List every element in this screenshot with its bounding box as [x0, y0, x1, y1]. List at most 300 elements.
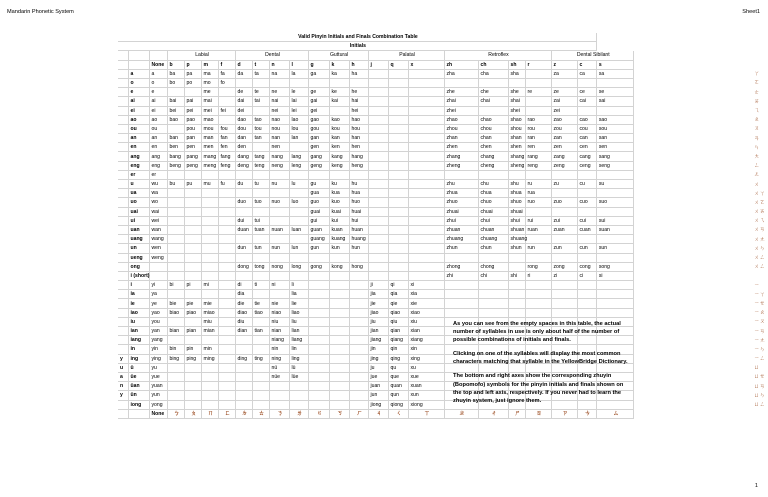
syllable-cell[interactable]: dun: [235, 244, 252, 253]
syllable-cell[interactable]: ju: [368, 363, 388, 372]
syllable-cell[interactable]: hang: [349, 152, 368, 161]
syllable-cell[interactable]: jiong: [368, 400, 388, 409]
syllable-cell[interactable]: huang: [349, 235, 368, 244]
syllable-cell[interactable]: yuan: [149, 382, 167, 391]
syllable-cell[interactable]: xu: [408, 363, 444, 372]
syllable-cell[interactable]: lin: [289, 345, 308, 354]
syllable-cell[interactable]: zei: [551, 106, 577, 115]
syllable-cell[interactable]: heng: [349, 161, 368, 170]
syllable-cell[interactable]: yong: [149, 400, 167, 409]
syllable-cell[interactable]: duan: [235, 225, 252, 234]
syllable-cell[interactable]: pen: [184, 143, 201, 152]
syllable-cell[interactable]: er: [149, 170, 167, 179]
syllable-cell[interactable]: run: [525, 244, 551, 253]
syllable-cell[interactable]: kuan: [329, 225, 349, 234]
syllable-cell[interactable]: an: [149, 134, 167, 143]
syllable-cell[interactable]: ceng: [577, 161, 596, 170]
syllable-cell[interactable]: shou: [508, 124, 525, 133]
syllable-cell[interactable]: kun: [329, 244, 349, 253]
syllable-cell[interactable]: zhuai: [444, 207, 478, 216]
syllable-cell[interactable]: niu: [269, 317, 289, 326]
syllable-cell[interactable]: you: [149, 317, 167, 326]
syllable-cell[interactable]: ba: [167, 69, 184, 78]
syllable-cell[interactable]: shen: [508, 143, 525, 152]
syllable-cell[interactable]: shao: [508, 115, 525, 124]
syllable-cell[interactable]: shei: [508, 106, 525, 115]
syllable-cell[interactable]: nü: [269, 363, 289, 372]
syllable-cell[interactable]: ta: [252, 69, 269, 78]
syllable-cell[interactable]: ri: [525, 271, 551, 280]
syllable-cell[interactable]: qia: [388, 290, 408, 299]
syllable-cell[interactable]: li: [289, 281, 308, 290]
syllable-cell[interactable]: bei: [167, 106, 184, 115]
syllable-cell[interactable]: sao: [596, 115, 633, 124]
syllable-cell[interactable]: chao: [478, 115, 508, 124]
syllable-cell[interactable]: gu: [308, 180, 329, 189]
syllable-cell[interactable]: niao: [269, 308, 289, 317]
syllable-cell[interactable]: zuo: [551, 198, 577, 207]
syllable-cell[interactable]: man: [201, 134, 218, 143]
syllable-cell[interactable]: chun: [478, 244, 508, 253]
syllable-cell[interactable]: nai: [269, 97, 289, 106]
syllable-cell[interactable]: xuan: [408, 382, 444, 391]
syllable-cell[interactable]: te: [252, 88, 269, 97]
syllable-cell[interactable]: nian: [269, 327, 289, 336]
syllable-cell[interactable]: rui: [525, 216, 551, 225]
syllable-cell[interactable]: zhou: [444, 124, 478, 133]
syllable-cell[interactable]: nin: [269, 345, 289, 354]
syllable-cell[interactable]: me: [201, 88, 218, 97]
syllable-cell[interactable]: beng: [167, 161, 184, 170]
syllable-cell[interactable]: zhun: [444, 244, 478, 253]
syllable-cell[interactable]: zu: [551, 180, 577, 189]
syllable-cell[interactable]: den: [235, 143, 252, 152]
syllable-cell[interactable]: wang: [149, 235, 167, 244]
syllable-cell[interactable]: da: [235, 69, 252, 78]
syllable-cell[interactable]: hou: [349, 124, 368, 133]
syllable-cell[interactable]: bin: [167, 345, 184, 354]
syllable-cell[interactable]: xun: [408, 391, 444, 400]
syllable-cell[interactable]: kua: [329, 189, 349, 198]
syllable-cell[interactable]: jia: [368, 290, 388, 299]
syllable-cell[interactable]: ben: [167, 143, 184, 152]
syllable-cell[interactable]: peng: [184, 161, 201, 170]
syllable-cell[interactable]: pi: [184, 281, 201, 290]
syllable-cell[interactable]: pou: [184, 124, 201, 133]
syllable-cell[interactable]: ji: [368, 281, 388, 290]
syllable-cell[interactable]: zeng: [551, 161, 577, 170]
syllable-cell[interactable]: shua: [508, 189, 525, 198]
syllable-cell[interactable]: yao: [149, 308, 167, 317]
syllable-cell[interactable]: guang: [308, 235, 329, 244]
syllable-cell[interactable]: sang: [596, 152, 633, 161]
syllable-cell[interactable]: lun: [289, 244, 308, 253]
syllable-cell[interactable]: suan: [596, 225, 633, 234]
syllable-cell[interactable]: sen: [596, 143, 633, 152]
syllable-cell[interactable]: qian: [388, 327, 408, 336]
syllable-cell[interactable]: jue: [368, 372, 388, 381]
syllable-cell[interactable]: lao: [289, 115, 308, 124]
syllable-cell[interactable]: ci: [577, 271, 596, 280]
syllable-cell[interactable]: qie: [388, 299, 408, 308]
syllable-cell[interactable]: zhen: [444, 143, 478, 152]
syllable-cell[interactable]: fa: [218, 69, 235, 78]
syllable-cell[interactable]: jian: [368, 327, 388, 336]
syllable-cell[interactable]: cou: [577, 124, 596, 133]
syllable-cell[interactable]: gua: [308, 189, 329, 198]
syllable-cell[interactable]: xin: [408, 345, 444, 354]
syllable-cell[interactable]: ling: [289, 354, 308, 363]
syllable-cell[interactable]: yue: [149, 372, 167, 381]
syllable-cell[interactable]: gan: [308, 134, 329, 143]
syllable-cell[interactable]: zhao: [444, 115, 478, 124]
syllable-cell[interactable]: cheng: [478, 161, 508, 170]
syllable-cell[interactable]: yi: [149, 281, 167, 290]
syllable-cell[interactable]: zhan: [444, 134, 478, 143]
syllable-cell[interactable]: eng: [149, 161, 167, 170]
syllable-cell[interactable]: wai: [149, 207, 167, 216]
syllable-cell[interactable]: lou: [289, 124, 308, 133]
syllable-cell[interactable]: nang: [269, 152, 289, 161]
syllable-cell[interactable]: ken: [329, 143, 349, 152]
syllable-cell[interactable]: di: [235, 281, 252, 290]
syllable-cell[interactable]: ping: [184, 354, 201, 363]
syllable-cell[interactable]: mu: [201, 180, 218, 189]
syllable-cell[interactable]: lie: [289, 299, 308, 308]
syllable-cell[interactable]: sheng: [508, 161, 525, 170]
syllable-cell[interactable]: wen: [149, 244, 167, 253]
syllable-cell[interactable]: tou: [252, 124, 269, 133]
syllable-cell[interactable]: zhui: [444, 216, 478, 225]
syllable-cell[interactable]: zai: [551, 97, 577, 106]
syllable-cell[interactable]: ku: [329, 180, 349, 189]
syllable-cell[interactable]: qing: [388, 354, 408, 363]
syllable-cell[interactable]: zou: [551, 124, 577, 133]
syllable-cell[interactable]: hao: [349, 115, 368, 124]
syllable-cell[interactable]: luan: [289, 225, 308, 234]
syllable-cell[interactable]: qiang: [388, 336, 408, 345]
syllable-cell[interactable]: ran: [525, 134, 551, 143]
syllable-cell[interactable]: xiong: [408, 400, 444, 409]
syllable-cell[interactable]: kai: [329, 97, 349, 106]
syllable-cell[interactable]: xi: [408, 281, 444, 290]
syllable-cell[interactable]: jiang: [368, 336, 388, 345]
syllable-cell[interactable]: diu: [235, 317, 252, 326]
syllable-cell[interactable]: wo: [149, 198, 167, 207]
syllable-cell[interactable]: tiao: [252, 308, 269, 317]
syllable-cell[interactable]: rao: [525, 115, 551, 124]
syllable-cell[interactable]: han: [349, 134, 368, 143]
syllable-cell[interactable]: dao: [235, 115, 252, 124]
syllable-cell[interactable]: liao: [289, 308, 308, 317]
syllable-cell[interactable]: pao: [184, 115, 201, 124]
syllable-cell[interactable]: e: [149, 88, 167, 97]
syllable-cell[interactable]: jing: [368, 354, 388, 363]
syllable-cell[interactable]: chen: [478, 143, 508, 152]
syllable-cell[interactable]: chang: [478, 152, 508, 161]
syllable-cell[interactable]: gun: [308, 244, 329, 253]
syllable-cell[interactable]: rong: [525, 262, 551, 271]
syllable-cell[interactable]: chong: [478, 262, 508, 271]
syllable-cell[interactable]: tuan: [252, 225, 269, 234]
syllable-cell[interactable]: rang: [525, 152, 551, 161]
syllable-cell[interactable]: miao: [201, 308, 218, 317]
syllable-cell[interactable]: shui: [508, 216, 525, 225]
syllable-cell[interactable]: ne: [269, 88, 289, 97]
syllable-cell[interactable]: jin: [368, 345, 388, 354]
syllable-cell[interactable]: can: [577, 134, 596, 143]
syllable-cell[interactable]: chui: [478, 216, 508, 225]
syllable-cell[interactable]: bie: [167, 299, 184, 308]
syllable-cell[interactable]: teng: [252, 161, 269, 170]
syllable-cell[interactable]: zun: [551, 244, 577, 253]
syllable-cell[interactable]: cong: [577, 262, 596, 271]
syllable-cell[interactable]: hua: [349, 189, 368, 198]
syllable-cell[interactable]: ruan: [525, 225, 551, 234]
syllable-cell[interactable]: hui: [349, 216, 368, 225]
syllable-cell[interactable]: mie: [201, 299, 218, 308]
syllable-cell[interactable]: de: [235, 88, 252, 97]
syllable-cell[interactable]: si: [596, 271, 633, 280]
syllable-cell[interactable]: nan: [269, 134, 289, 143]
syllable-cell[interactable]: dang: [235, 152, 252, 161]
syllable-cell[interactable]: se: [596, 88, 633, 97]
syllable-cell[interactable]: deng: [235, 161, 252, 170]
syllable-cell[interactable]: kuang: [329, 235, 349, 244]
syllable-cell[interactable]: lang: [289, 152, 308, 161]
syllable-cell[interactable]: che: [478, 88, 508, 97]
syllable-cell[interactable]: lia: [289, 290, 308, 299]
syllable-cell[interactable]: hu: [349, 180, 368, 189]
syllable-cell[interactable]: zhong: [444, 262, 478, 271]
syllable-cell[interactable]: lü: [289, 363, 308, 372]
syllable-cell[interactable]: kui: [329, 216, 349, 225]
syllable-cell[interactable]: zhe: [444, 88, 478, 97]
syllable-cell[interactable]: pu: [184, 180, 201, 189]
syllable-cell[interactable]: sun: [596, 244, 633, 253]
syllable-cell[interactable]: cun: [577, 244, 596, 253]
syllable-cell[interactable]: nüe: [269, 372, 289, 381]
syllable-cell[interactable]: lu: [289, 180, 308, 189]
syllable-cell[interactable]: huo: [349, 198, 368, 207]
syllable-cell[interactable]: zui: [551, 216, 577, 225]
syllable-cell[interactable]: fou: [218, 124, 235, 133]
syllable-cell[interactable]: chuang: [478, 235, 508, 244]
syllable-cell[interactable]: ga: [308, 69, 329, 78]
syllable-cell[interactable]: nu: [269, 180, 289, 189]
syllable-cell[interactable]: ha: [349, 69, 368, 78]
syllable-cell[interactable]: keng: [329, 161, 349, 170]
syllable-cell[interactable]: xue: [408, 372, 444, 381]
syllable-cell[interactable]: pian: [184, 327, 201, 336]
syllable-cell[interactable]: hai: [349, 97, 368, 106]
syllable-cell[interactable]: dai: [235, 97, 252, 106]
syllable-cell[interactable]: xia: [408, 290, 444, 299]
syllable-cell[interactable]: hun: [349, 244, 368, 253]
syllable-cell[interactable]: sa: [596, 69, 633, 78]
syllable-cell[interactable]: nun: [269, 244, 289, 253]
syllable-cell[interactable]: qun: [388, 391, 408, 400]
syllable-cell[interactable]: chuo: [478, 198, 508, 207]
syllable-cell[interactable]: luo: [289, 198, 308, 207]
syllable-cell[interactable]: ning: [269, 354, 289, 363]
syllable-cell[interactable]: bing: [167, 354, 184, 363]
syllable-cell[interactable]: po: [184, 78, 201, 87]
syllable-cell[interactable]: dei: [235, 106, 252, 115]
syllable-cell[interactable]: a: [149, 69, 167, 78]
syllable-cell[interactable]: kan: [329, 134, 349, 143]
syllable-cell[interactable]: shan: [508, 134, 525, 143]
syllable-cell[interactable]: nen: [269, 143, 289, 152]
syllable-cell[interactable]: liang: [289, 336, 308, 345]
syllable-cell[interactable]: yin: [149, 345, 167, 354]
syllable-cell[interactable]: zhuang: [444, 235, 478, 244]
syllable-cell[interactable]: tian: [252, 327, 269, 336]
syllable-cell[interactable]: guan: [308, 225, 329, 234]
syllable-cell[interactable]: shi: [508, 271, 525, 280]
syllable-cell[interactable]: pai: [184, 97, 201, 106]
syllable-cell[interactable]: he: [349, 88, 368, 97]
syllable-cell[interactable]: bo: [167, 78, 184, 87]
syllable-cell[interactable]: tu: [252, 180, 269, 189]
syllable-cell[interactable]: nong: [269, 262, 289, 271]
syllable-cell[interactable]: lai: [289, 97, 308, 106]
syllable-cell[interactable]: men: [201, 143, 218, 152]
syllable-cell[interactable]: cai: [577, 97, 596, 106]
syllable-cell[interactable]: ke: [329, 88, 349, 97]
syllable-cell[interactable]: kang: [329, 152, 349, 161]
syllable-cell[interactable]: zhu: [444, 180, 478, 189]
syllable-cell[interactable]: ou: [149, 124, 167, 133]
syllable-cell[interactable]: biao: [167, 308, 184, 317]
syllable-cell[interactable]: san: [596, 134, 633, 143]
syllable-cell[interactable]: bai: [167, 97, 184, 106]
syllable-cell[interactable]: shuan: [508, 225, 525, 234]
syllable-cell[interactable]: bao: [167, 115, 184, 124]
syllable-cell[interactable]: die: [235, 299, 252, 308]
syllable-cell[interactable]: pie: [184, 299, 201, 308]
syllable-cell[interactable]: tai: [252, 97, 269, 106]
syllable-cell[interactable]: shang: [508, 152, 525, 161]
syllable-cell[interactable]: ni: [269, 281, 289, 290]
syllable-cell[interactable]: du: [235, 180, 252, 189]
syllable-cell[interactable]: kuo: [329, 198, 349, 207]
syllable-cell[interactable]: o: [149, 78, 167, 87]
syllable-cell[interactable]: zang: [551, 152, 577, 161]
syllable-cell[interactable]: chai: [478, 97, 508, 106]
syllable-cell[interactable]: ti: [252, 281, 269, 290]
syllable-cell[interactable]: wei: [149, 216, 167, 225]
syllable-cell[interactable]: pei: [184, 106, 201, 115]
syllable-cell[interactable]: pang: [184, 152, 201, 161]
syllable-cell[interactable]: la: [289, 69, 308, 78]
syllable-cell[interactable]: re: [525, 88, 551, 97]
syllable-cell[interactable]: yu: [149, 363, 167, 372]
syllable-cell[interactable]: chua: [478, 189, 508, 198]
syllable-cell[interactable]: ao: [149, 115, 167, 124]
syllable-cell[interactable]: xing: [408, 354, 444, 363]
syllable-cell[interactable]: tao: [252, 115, 269, 124]
syllable-cell[interactable]: lei: [289, 106, 308, 115]
syllable-cell[interactable]: ding: [235, 354, 252, 363]
syllable-cell[interactable]: quan: [388, 382, 408, 391]
syllable-cell[interactable]: qu: [388, 363, 408, 372]
syllable-cell[interactable]: mang: [201, 152, 218, 161]
syllable-cell[interactable]: bu: [167, 180, 184, 189]
syllable-cell[interactable]: zen: [551, 143, 577, 152]
syllable-cell[interactable]: kao: [329, 115, 349, 124]
syllable-cell[interactable]: ze: [551, 88, 577, 97]
syllable-cell[interactable]: mei: [201, 106, 218, 115]
syllable-cell[interactable]: hei: [349, 106, 368, 115]
syllable-cell[interactable]: she: [508, 88, 525, 97]
syllable-cell[interactable]: sha: [508, 69, 525, 78]
syllable-cell[interactable]: qiu: [388, 317, 408, 326]
syllable-cell[interactable]: weng: [149, 253, 167, 262]
syllable-cell[interactable]: qiao: [388, 308, 408, 317]
syllable-cell[interactable]: tun: [252, 244, 269, 253]
syllable-cell[interactable]: diao: [235, 308, 252, 317]
syllable-cell[interactable]: nei: [269, 106, 289, 115]
syllable-cell[interactable]: nou: [269, 124, 289, 133]
syllable-cell[interactable]: ting: [252, 354, 269, 363]
syllable-cell[interactable]: fang: [218, 152, 235, 161]
syllable-cell[interactable]: geng: [308, 161, 329, 170]
syllable-cell[interactable]: ca: [577, 69, 596, 78]
syllable-cell[interactable]: ban: [167, 134, 184, 143]
syllable-cell[interactable]: nie: [269, 299, 289, 308]
syllable-cell[interactable]: ru: [525, 180, 551, 189]
syllable-cell[interactable]: gou: [308, 124, 329, 133]
syllable-cell[interactable]: song: [596, 262, 633, 271]
syllable-cell[interactable]: seng: [596, 161, 633, 170]
syllable-cell[interactable]: xiang: [408, 336, 444, 345]
syllable-cell[interactable]: long: [289, 262, 308, 271]
syllable-cell[interactable]: tan: [252, 134, 269, 143]
syllable-cell[interactable]: mai: [201, 97, 218, 106]
syllable-cell[interactable]: cha: [478, 69, 508, 78]
syllable-cell[interactable]: ya: [149, 290, 167, 299]
syllable-cell[interactable]: ce: [577, 88, 596, 97]
syllable-cell[interactable]: ka: [329, 69, 349, 78]
syllable-cell[interactable]: cuan: [577, 225, 596, 234]
syllable-cell[interactable]: ai: [149, 97, 167, 106]
syllable-cell[interactable]: dian: [235, 327, 252, 336]
syllable-cell[interactable]: ang: [149, 152, 167, 161]
syllable-cell[interactable]: sai: [596, 97, 633, 106]
syllable-cell[interactable]: qi: [388, 281, 408, 290]
syllable-cell[interactable]: cen: [577, 143, 596, 152]
syllable-cell[interactable]: wa: [149, 189, 167, 198]
syllable-cell[interactable]: chuai: [478, 207, 508, 216]
syllable-cell[interactable]: fu: [218, 180, 235, 189]
syllable-cell[interactable]: zha: [444, 69, 478, 78]
syllable-cell[interactable]: ma: [201, 69, 218, 78]
syllable-cell[interactable]: piao: [184, 308, 201, 317]
syllable-cell[interactable]: zhuo: [444, 198, 478, 207]
syllable-cell[interactable]: fen: [218, 143, 235, 152]
syllable-cell[interactable]: mo: [201, 78, 218, 87]
syllable-cell[interactable]: qin: [388, 345, 408, 354]
syllable-cell[interactable]: tuo: [252, 198, 269, 207]
syllable-cell[interactable]: neng: [269, 161, 289, 170]
syllable-cell[interactable]: chuan: [478, 225, 508, 234]
syllable-cell[interactable]: gong: [308, 262, 329, 271]
syllable-cell[interactable]: lan: [289, 134, 308, 143]
syllable-cell[interactable]: ren: [525, 143, 551, 152]
syllable-cell[interactable]: que: [388, 372, 408, 381]
syllable-cell[interactable]: bian: [167, 327, 184, 336]
